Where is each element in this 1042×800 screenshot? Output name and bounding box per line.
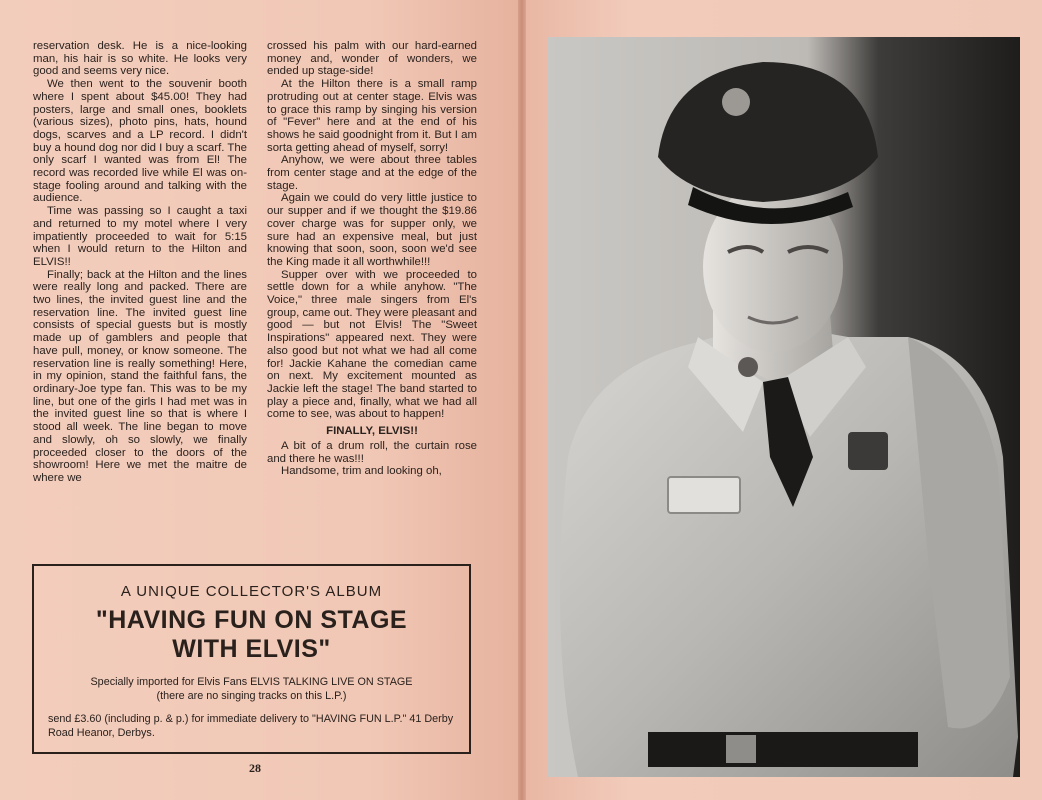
article-paragraph: We then went to the souvenir booth where I spent about $45.00! They had posters, large and small ones, booklets (various sizes), photo pins, hats, hound dogs, scarves and a LP record. I didn't buy a hound dog nor did I buy a scarf. The only scarf I wanted was from El! The record was recorded live while El was on-stage fooling around and talking with the audience. xyxy=(33,78,247,205)
article-paragraph: A bit of a drum roll, the curtain rose and there he was!!! xyxy=(267,439,477,465)
article-paragraph: Supper over with we proceeded to settle down for a while anyhow. "The Voice," three male singers from El's group, came out. They were pleasant and good — but not Elvis! The "Sweet Inspirations" appeared next. They were also good but not what we had all come for! Jackie Kahane the comedian came on next. My excitement mounted as Jackie left the stage! The band started to play a piece and, finally, what we had all come to see, was about to happen! xyxy=(267,268,478,421)
article-paragraph: reservation desk. He is a nice-looking man, his hair is so white. He looks very good and seems very nice. xyxy=(33,40,247,78)
portrait-photo xyxy=(548,37,1020,777)
ad-title-line: WITH ELVIS" xyxy=(172,635,331,663)
ad-subtitle: A UNIQUE COLLECTOR'S ALBUM xyxy=(120,583,383,600)
article-paragraph: At the Hilton there is a small ramp protruding out at center stage. Elvis was to grace this ramp by singing his version of "Fever" here and at the end of his shows he said goodnight from it. But I am sorta getting ahead of myself, sorry! xyxy=(267,78,477,154)
article-paragraph: Handsome, trim and looking oh, xyxy=(281,465,442,478)
article-paragraph: Anyhow, we were about three tables from center stage and at the edge of the stage. xyxy=(267,154,477,192)
ad-order-text: send £3.60 (including p. & p.) for immediate delivery to "HAVING FUN L.P." 41 Derby Road Heanor, Derbys. xyxy=(48,713,454,739)
ad-description-line: (there are no singing tracks on this L.P.) xyxy=(156,689,347,702)
album-advertisement xyxy=(32,564,471,754)
ad-description-line: Specially imported for Elvis Fans ELVIS TALKING LIVE ON STAGE xyxy=(90,676,413,688)
article-paragraph: Again we could do very little justice to our supper and if we thought the $19.86 cover charge was for supper only, we sure had an expensive meal, but just knowing that soon, soon, soon we'd see the King made it all worthwhile!!! xyxy=(267,192,477,268)
article-column-1 xyxy=(33,40,247,485)
page-gutter xyxy=(518,0,526,800)
article-paragraph: Time was passing so I caught a taxi and returned to my motel where I very impatiently proceeded to wait for 5:15 when I would return to the Hilton and ELVIS!! xyxy=(33,205,247,268)
ad-title-line: "HAVING FUN ON STAGE xyxy=(95,606,408,634)
ad-description xyxy=(34,676,469,703)
article-column-2 xyxy=(267,40,477,478)
portrait-illustration xyxy=(548,37,1020,777)
ad-title xyxy=(34,606,469,664)
article-paragraph: crossed his palm with our hard-earned money and, wonder of wonders, we ended up stage-side! xyxy=(267,40,477,78)
section-heading: FINALLY, ELVIS!! xyxy=(326,425,418,438)
page-number: 28 xyxy=(249,761,261,775)
article-paragraph: Finally; back at the Hilton and the lines were really long and packed. There are two lines, the invited guest line and the reservation line. The invited guest line consists of special guests but is mostly made up of gamblers and people that have pull, money, or know someone. The reservation line is really something! Here, in my opinion, stand the faithful fans, the ordinary-Joe type fan. This was to be my line, but one of the girls I had met was in the invited guest line so that is where I stood all week. The line began to move and slowly, oh so slowly, we finally proceeded closer to the doors of the showroom! Here we met the maitre de where we xyxy=(33,268,247,484)
